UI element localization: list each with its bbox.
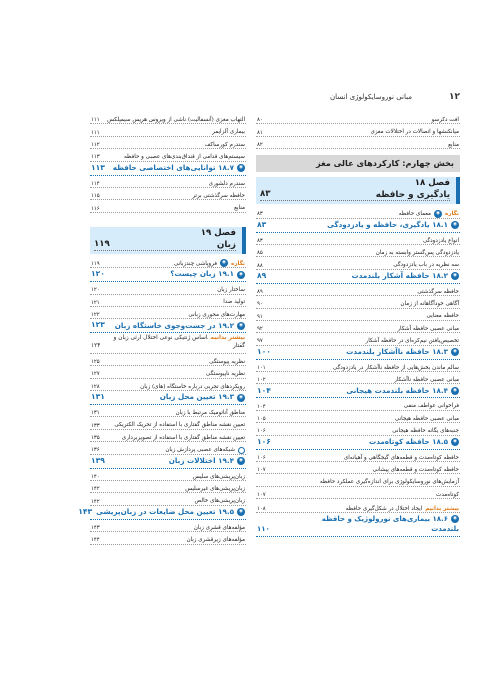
entry-title: ساختار زبان	[217, 287, 245, 294]
entry-page: ۱۱۳	[91, 154, 100, 161]
entry-page: ۱۲۳	[91, 320, 105, 330]
toc-entry[interactable]	[90, 354, 246, 366]
neuro-icon	[238, 447, 245, 454]
toc-entry[interactable]	[256, 309, 460, 321]
toc-section-entry[interactable]	[256, 384, 460, 398]
section-bullet-icon: ◉	[451, 387, 459, 395]
toc-entry[interactable]	[90, 366, 246, 378]
entry-title: مهارت‌های محوری زبانی	[188, 311, 245, 318]
entry-page: ۱۴۴	[91, 537, 100, 544]
entry-title: ۱۸.۴ حافظه بلندمدت هیجانی	[346, 385, 448, 395]
toc-entry[interactable]	[256, 487, 460, 499]
section-bullet-icon: ◉	[237, 164, 245, 172]
toc-entry[interactable]	[90, 149, 246, 161]
more-label: بیشتر بدانیم	[210, 335, 245, 342]
entry-page: ۱۴۳	[91, 525, 100, 531]
entry-title: زبان‌پریشی‌های غیرسلیس	[185, 486, 245, 492]
toc-section-entry[interactable]	[256, 219, 460, 233]
entry-page: ۹۷	[257, 338, 263, 345]
entry-title: تخصیص‌یافتن نیم‌کره‌ای در حافظه آشکار	[365, 338, 459, 345]
entry-page: ۸۸	[257, 262, 263, 269]
entry-page: ۹۰	[257, 301, 263, 308]
entry-page: ۹۲	[257, 326, 263, 333]
entry-page: ۹۱	[257, 313, 263, 320]
section-line-2	[257, 525, 459, 534]
page-header	[40, 92, 460, 106]
entry-page: ۸۱	[257, 129, 263, 136]
intro-label: نگاره	[231, 260, 245, 267]
toc-entry[interactable]	[256, 398, 460, 410]
toc-entry[interactable]	[90, 137, 246, 149]
entry-page: ۱۱۴	[91, 180, 100, 187]
toc-section-entry[interactable]	[90, 268, 246, 282]
entry-title: مؤلفه‌های زیرقشری زبان	[186, 537, 245, 544]
entry-title: آزمایش‌های نوروسایکولوژی برای اندازه‌گیری عملکرد حافظه	[319, 479, 459, 486]
toc-entry[interactable]	[90, 469, 246, 481]
section-bullet-icon: ◉	[237, 271, 245, 279]
entry-title: نظریه پیوستگی	[209, 358, 245, 365]
entry-title: مبانی عصبی حافظه هیجانی	[394, 415, 459, 422]
more-title: ایجاد اختلال در شکل‌گیری حافظه	[345, 505, 423, 512]
chapter-number: فصل ۱۸	[414, 178, 450, 189]
toc-entry[interactable]	[256, 257, 460, 269]
toc-entry[interactable]	[256, 360, 460, 372]
entry-page: ۱۳۱	[91, 392, 105, 402]
entry-page: ۱۴۰	[91, 473, 100, 480]
entry-title: تولید صدا	[223, 299, 245, 306]
entry-page: ۸۳	[257, 237, 263, 244]
part-banner	[256, 155, 460, 172]
entry-title: سالم ماندن بخش‌هایی از حافظه ناآشکار در یادزدودگی	[332, 364, 459, 371]
entry-title: حافظه کوتاه‌مدت و قطعه‌های پیشانی	[372, 466, 459, 473]
toc-entry[interactable]	[90, 379, 246, 391]
entry-title: ۱۸.۳ حافظه ناآشکار بلندمدت	[346, 347, 448, 357]
entry-page: ۱۴۳	[78, 506, 93, 516]
entry-page: ۱۲۷	[91, 371, 100, 378]
entry-page: ۱۲۰	[91, 269, 105, 279]
entry-title: کوتاه‌مدت	[436, 491, 459, 498]
entry-title: سندرم دلشوری	[208, 180, 245, 187]
entry-page: ۸۹	[257, 270, 267, 280]
chapter-number: فصل ۱۹	[200, 227, 236, 238]
toc-entry[interactable]	[90, 405, 246, 417]
entry-title: بیماری آلزایمر	[212, 129, 245, 136]
entry-title: یادزدودگی پس‌گستر وابسته به زمان	[375, 249, 459, 256]
toc-entry[interactable]	[90, 307, 246, 319]
toc-entry[interactable]	[256, 112, 460, 124]
entry-page: ۱۱۲	[91, 141, 100, 148]
entry-title: ۱۸.۲ حافظه آشکار بلندمدت	[351, 271, 448, 281]
more-page: ۱۲۴	[91, 343, 101, 350]
entry-title: حافظه سرگذشتی	[417, 288, 459, 295]
toc-entry[interactable]	[256, 411, 460, 423]
entry-title: مبانی عصبی حافظه آشکار	[397, 325, 459, 332]
toc-entry[interactable]	[256, 137, 460, 149]
entry-page: ۱۰۴	[257, 385, 271, 395]
entry-page: ۱۰۶	[257, 454, 266, 461]
toc-entry[interactable]	[256, 321, 460, 333]
entry-title: منابع	[234, 205, 245, 212]
intro-icon: ◉	[220, 259, 228, 267]
entry-title: افت دکرسو	[431, 116, 459, 123]
entry-title: حافظه کوتاه‌مدت و قطعه‌های گیجگاهی و آهیانه‌ای	[343, 454, 459, 461]
section-bullet-icon: ◉	[451, 515, 459, 523]
toc-entry[interactable]	[256, 450, 460, 462]
toc-left-column	[78, 112, 246, 545]
more-label: بیشتر بدانیم	[425, 505, 459, 512]
entry-title: ۱۹.۲ در جست‌وجوی خاستگاه زبان	[114, 320, 234, 330]
entry-page: ۱۲۰	[91, 287, 100, 294]
section-bullet-icon: ◉	[237, 394, 245, 402]
entry-title: ۱۹.۱ زبان چیست؟	[170, 269, 234, 279]
toc-entry[interactable]	[90, 176, 246, 188]
entry-page: ۱۰۲	[257, 377, 266, 384]
entry-page: ۱۲۵	[91, 359, 100, 366]
entry-title: تعیین نقشه مناطق گفتاری با استفاده از تحریک الکتریکی	[114, 422, 245, 429]
entry-title: زبان‌پریشی‌های سلیس	[192, 473, 245, 480]
entry-title: شبکه‌های عصبی پردازش زبان	[165, 447, 235, 454]
entry-title: ۱۹.۳ تعیین محل زبان	[159, 392, 234, 402]
toc-entry[interactable]	[90, 200, 246, 212]
toc-entry[interactable]	[90, 520, 246, 532]
chapter-heading	[90, 227, 246, 254]
entry-page: ۱۰۶	[257, 428, 266, 435]
intro-label: نگاره	[445, 211, 459, 218]
entry-title: ۱۸.۱ یادگیری، حافظه و یادزدودگی	[327, 219, 448, 229]
entry-page: ۱۱۱	[91, 117, 100, 124]
book-title: مبانی نوروسایکولوژی انسان	[329, 93, 412, 101]
entry-title: ۱۹.۵ تعیین محل ضایعات در زبان‌پریشی	[96, 507, 234, 517]
entry-page: ۱۳۱	[91, 410, 100, 417]
entry-title: التهاب مغزی (آنسفالیت) ناشی از ویروس هرپس سیمپلکس	[107, 116, 245, 123]
entry-page: ۱۰۴	[257, 403, 266, 410]
toc-entry[interactable]	[90, 188, 246, 200]
toc-section-entry[interactable]	[256, 346, 460, 360]
chapter-title: زبان	[216, 239, 236, 250]
toc-section-entry[interactable]	[90, 455, 246, 469]
intro-title: معمای حافظه	[398, 211, 432, 218]
more-line-2	[91, 343, 245, 351]
entry-title: سندرم کورساکف	[204, 141, 245, 148]
entry-title: مبانی عصبی حافظه ناآشکار	[394, 377, 459, 384]
toc-right-column	[256, 112, 460, 537]
toc-section-entry[interactable]	[256, 436, 460, 450]
entry-title: ۱۹.۴ اختلالات زبان	[168, 456, 234, 465]
entry-page: ۱۱۶	[91, 205, 100, 212]
intro-page: ۱۱۹	[91, 260, 100, 267]
chapter-spacer	[90, 213, 246, 227]
entry-title: فراخوانی عواطف منفی	[403, 403, 459, 410]
chapter-title-row[interactable]	[94, 240, 236, 251]
entry-title: حافظه معنایی	[426, 313, 459, 320]
chapter-intro-entry[interactable]	[256, 206, 460, 218]
page-number: ۱۲	[449, 92, 460, 102]
entry-page: ۸۵	[257, 250, 263, 257]
entry-title: انواع یادزدودگی	[422, 237, 459, 244]
entry-title: منابع	[448, 141, 459, 148]
chapter-heading	[256, 177, 460, 204]
section-bullet-icon: ◉	[451, 348, 459, 356]
entry-page: ۱۳۶	[91, 447, 100, 454]
entry-page: ۱۴۲	[91, 498, 100, 505]
entry-title: مناطق آناتومیک مرتبط با زبان	[175, 410, 245, 417]
entry-page: ۱۱۳	[91, 162, 105, 172]
toc-entry[interactable]	[90, 481, 246, 493]
toc-entry[interactable]	[256, 284, 460, 296]
section-line-1	[257, 515, 459, 524]
toc-section-entry[interactable]	[90, 162, 246, 176]
toc-entry[interactable]	[256, 233, 460, 245]
chapter-title: یادگیری و حافظه	[375, 190, 450, 201]
chapter-page: ۱۱۹	[94, 238, 110, 249]
toc-entry[interactable]	[90, 112, 246, 124]
part-title: بخش چهارم: کارکردهای عالی مغز	[316, 157, 454, 168]
toc-entry[interactable]	[256, 124, 460, 136]
toc-entry[interactable]	[90, 430, 246, 442]
toc-section-entry[interactable]	[78, 506, 246, 520]
toc-entry[interactable]	[256, 462, 460, 474]
entry-title: سه نظریه در باب یادزدودگی	[393, 262, 459, 269]
section-bullet-icon: ◉	[237, 508, 245, 516]
toc-entry[interactable]	[256, 423, 460, 435]
entry-title: سیستم‌های قدامی از قنداق‌بندی‌های عصبی و حافظه	[123, 154, 245, 161]
more-line-1	[91, 335, 245, 343]
toc-section-entry-multiline[interactable]	[256, 513, 460, 537]
entry-page: ۱۲۲	[91, 312, 100, 319]
entry-page: ۱۱۱	[91, 129, 100, 136]
toc-entry[interactable]	[90, 295, 246, 307]
intro-title: فروپاشی چندزبانی	[173, 260, 218, 267]
entry-title: ۱۸.۵ حافظه کوتاه‌مدت	[368, 436, 448, 446]
entry-page: ۱۳۳	[91, 422, 100, 429]
entry-page: ۱۰۷	[257, 491, 266, 498]
more-title: اساس ژنتیکی نوعی اختلال ارثی زبان و	[113, 335, 208, 342]
entry-page: ۸۲	[257, 141, 263, 148]
toc-entry[interactable]	[256, 245, 460, 257]
entry-title-cont: بلندمدت	[431, 524, 459, 533]
more-title-cont: گفتار	[232, 343, 245, 350]
entry-title: آگاهی خودآگاهانه از زمان	[400, 301, 459, 308]
more-info-entry[interactable]	[90, 333, 246, 354]
entry-page: ۱۴۲	[91, 486, 100, 493]
section-bullet-icon: ◉	[451, 272, 459, 280]
entry-page: ۱۲۸	[91, 383, 100, 390]
entry-title: تعیین نقشه مناطق گفتاری با استفاده از تصویربرداری	[121, 434, 245, 441]
toc-entry[interactable]	[90, 124, 246, 136]
more-info-entry[interactable]	[256, 499, 460, 513]
entry-page: ۸۳	[257, 219, 267, 229]
entry-page: ۱۰۰	[257, 346, 271, 356]
entry-page: ۱۱۵	[91, 193, 100, 200]
intro-icon: ◉	[434, 210, 442, 218]
entry-title: مؤلفه‌های قشری زبان	[193, 524, 245, 531]
more-page: ۱۰۸	[257, 505, 266, 512]
entry-title: رویکردهای تجربی درباره خاستگاه (های) زبان	[140, 383, 245, 390]
entry-page: ۱۰۶	[257, 436, 271, 446]
entry-page: ۸۹	[257, 288, 263, 295]
entry-page: ۱۰۱	[257, 364, 266, 371]
toc-entry[interactable]	[90, 493, 246, 505]
entry-title: زبان‌پریشی‌های خالص	[194, 498, 245, 505]
section-bullet-icon: ◉	[451, 221, 459, 229]
toc-section-entry[interactable]	[256, 270, 460, 284]
toc-section-entry[interactable]	[90, 319, 246, 333]
toc-entry[interactable]	[256, 474, 460, 486]
entry-title: ۱۸.۷ توانایی‌های اختصاصی حافظه	[112, 162, 234, 172]
entry-title: میانکنشها و اتصالات در اختلالات مغزی	[370, 129, 459, 136]
chapter-intro-entry[interactable]	[90, 256, 246, 268]
toc-entry[interactable]	[256, 372, 460, 384]
toc-section-entry[interactable]	[90, 391, 246, 405]
chapter-title-row[interactable]	[260, 190, 450, 201]
entry-page: ۸۰	[257, 117, 263, 124]
entry-page: ۱۳۹	[91, 455, 105, 465]
section-bullet-icon: ◉	[237, 457, 245, 465]
toc-entry[interactable]	[90, 282, 246, 294]
toc-entry[interactable]	[90, 442, 246, 454]
section-bullet-icon: ◉	[237, 322, 245, 330]
entry-title: نظریه ناپیوستگی	[205, 371, 245, 378]
entry-title: ۱۸.۶ بیماری‌های نورولوژیک و حافظه	[321, 515, 448, 524]
toc-entry[interactable]	[256, 333, 460, 345]
section-bullet-icon: ◉	[451, 438, 459, 446]
toc-entry[interactable]	[90, 417, 246, 429]
entry-page: ۱۰۷	[257, 467, 266, 474]
entry-page: ۱۳۵	[91, 435, 100, 442]
entry-title: جنبه‌های یگانه حافظه هیجانی	[392, 428, 459, 435]
toc-entry[interactable]	[90, 532, 246, 544]
entry-page: ۱۲۱	[91, 299, 100, 306]
toc-entry[interactable]	[256, 296, 460, 308]
entry-title: حافظه سرگذشتی برتر	[192, 192, 245, 199]
entry-page: ۱۰۵	[257, 416, 266, 423]
intro-page: ۸۳	[257, 211, 263, 218]
chapter-page: ۸۳	[260, 189, 271, 200]
entry-page: ۱۱۰	[257, 524, 270, 533]
